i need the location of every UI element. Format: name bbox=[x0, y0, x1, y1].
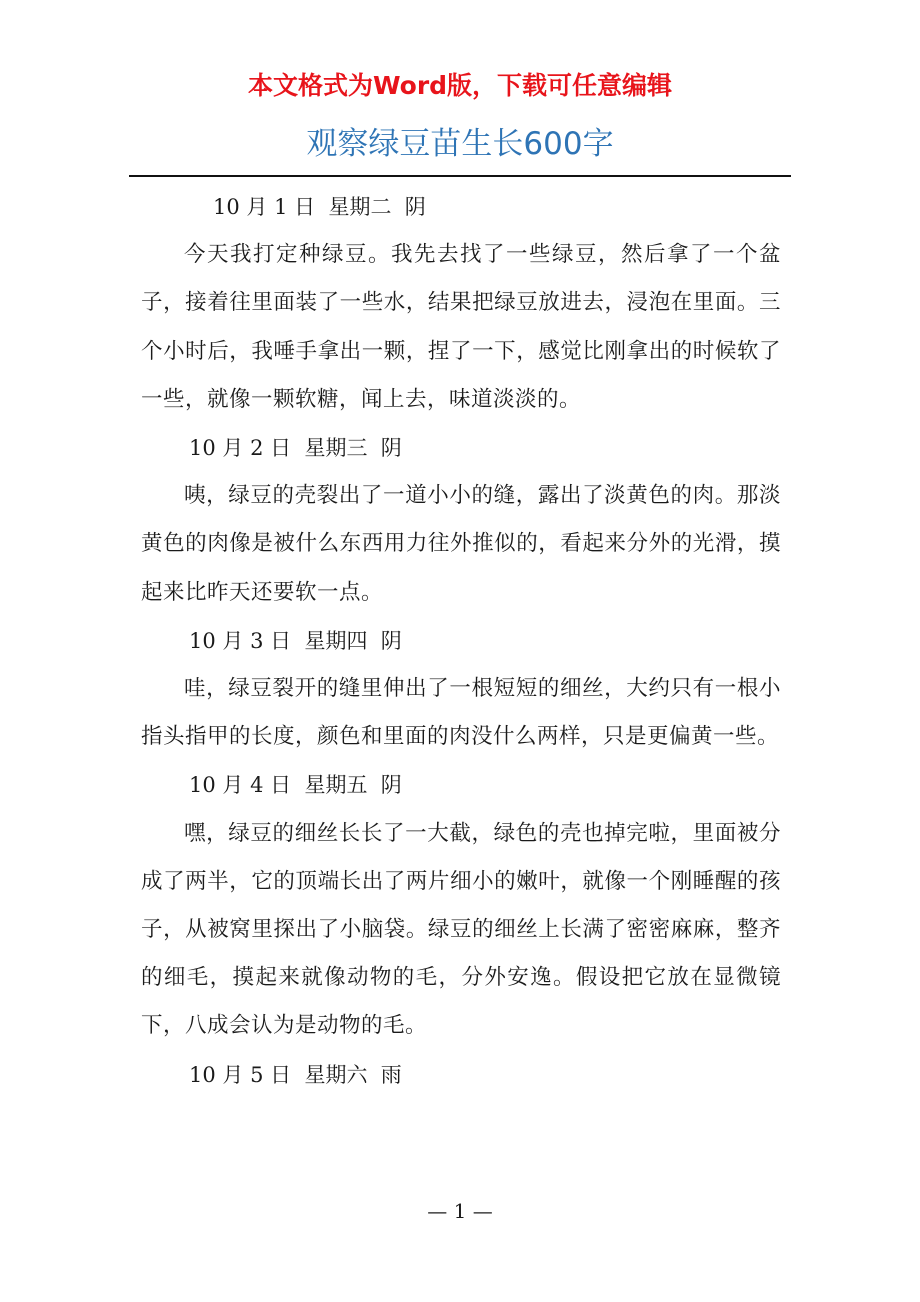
diary-body bbox=[141, 183, 781, 1099]
entry-paragraph: 嘿，绿豆的细丝长长了一大截，绿色的壳也掉完啦，里面被分成了两半，它的顶端长出了两片细小的嫩叶，就像一个刚睡醒的孩子，从被窝里探出了小脑袋。绿豆的细丝上长满了密密麻麻，整齐的细毛，摸起来就像动物的毛，分外安逸。假设把它放在显微镜下，八成会认为是动物的毛。 bbox=[141, 820, 781, 1039]
entry-date: 10 月 4 日 星期五 阴 bbox=[189, 773, 402, 798]
entry-paragraph: 咦，绿豆的壳裂出了一道小小的缝，露出了淡黄色的肉。那淡黄色的肉像是被什么东西用力往外推似的，看起来分外的光滑，摸起来比昨天还要软一点。 bbox=[141, 483, 781, 605]
entry-paragraph: 今天我打定种绿豆。我先去找了一些绿豆，然后拿了一个盆子，接着往里面装了一些水，结果把绿豆放进去，浸泡在里面。三个小时后，我唾手拿出一颗，捏了一下，感觉比刚拿出的时候软了一些，就像一颗软糖，闻上去，味道淡淡的。 bbox=[141, 242, 781, 412]
entry-date: 10 月 3 日 星期四 阴 bbox=[189, 628, 402, 653]
entry-paragraph: 哇，绿豆裂开的缝里伸出了一根短短的细丝，大约只有一根小指头指甲的长度，颜色和里面的肉没什么两样，只是更偏黄一些。 bbox=[141, 676, 781, 750]
entry-date: 10 月 2 日 星期三 阴 bbox=[189, 436, 402, 461]
title-divider bbox=[129, 175, 791, 177]
download-banner: 本文格式为Word版，下载可任意编辑 bbox=[247, 71, 673, 100]
entry-date: 10 月 5 日 星期六 雨 bbox=[189, 1062, 402, 1087]
entry-date: 10 月 1 日 星期二 阴 bbox=[213, 195, 426, 219]
page-title: 观察绿豆苗生长600字 bbox=[306, 126, 614, 162]
page-number: — 1 — bbox=[427, 1199, 493, 1223]
